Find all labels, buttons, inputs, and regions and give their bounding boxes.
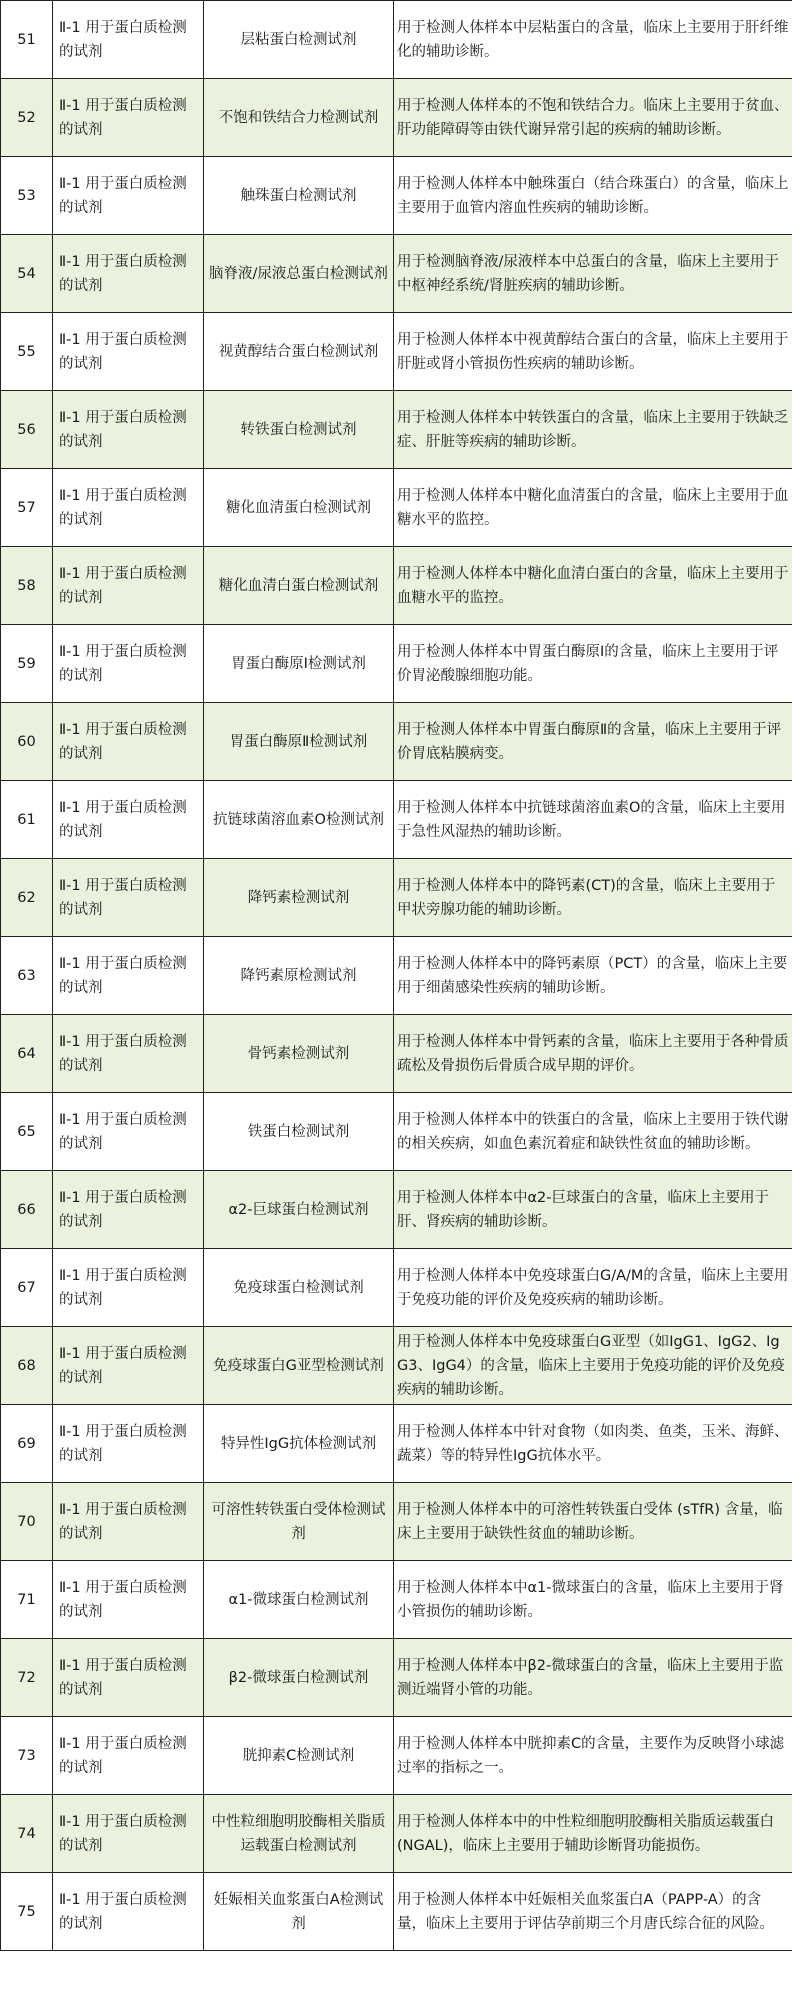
table-row [1, 1561, 792, 1639]
reagent-name-cell: α1-微球蛋白检测试剂 [204, 1561, 394, 1639]
category-cell: Ⅱ-1 用于蛋白质检测的试剂 [53, 1717, 204, 1795]
description-cell: 用于检测人体样本中的铁蛋白的含量，临床上主要用于铁代谢的相关疾病，如血色素沉着症和缺铁性贫血的辅助诊断。 [394, 1093, 792, 1171]
reagent-name-cell: 免疫球蛋白检测试剂 [204, 1249, 394, 1327]
description-cell: 用于检测人体样本中α1-微球蛋白的含量，临床上主要用于肾小管损伤的辅助诊断。 [394, 1561, 792, 1639]
category-cell: Ⅱ-1 用于蛋白质检测的试剂 [53, 937, 204, 1015]
reagent-table-body [1, 1, 792, 1951]
category-cell: Ⅱ-1 用于蛋白质检测的试剂 [53, 1873, 204, 1951]
reagent-name-cell: 骨钙素检测试剂 [204, 1015, 394, 1093]
reagent-name-cell: 视黄醇结合蛋白检测试剂 [204, 313, 394, 391]
row-number-cell: 65 [1, 1093, 53, 1171]
description-cell: 用于检测人体样本中抗链球菌溶血素O的含量，临床上主要用于急性风湿热的辅助诊断。 [394, 781, 792, 859]
table-row [1, 391, 792, 469]
category-cell: Ⅱ-1 用于蛋白质检测的试剂 [53, 79, 204, 157]
category-cell: Ⅱ-1 用于蛋白质检测的试剂 [53, 1171, 204, 1249]
reagent-name-cell: 中性粒细胞明胶酶相关脂质运载蛋白检测试剂 [204, 1795, 394, 1873]
table-row [1, 469, 792, 547]
table-row [1, 547, 792, 625]
table-row [1, 1873, 792, 1951]
row-number-cell: 68 [1, 1327, 53, 1405]
reagent-name-cell: 胃蛋白酶原Ⅰ检测试剂 [204, 625, 394, 703]
row-number-cell: 59 [1, 625, 53, 703]
row-number-cell: 55 [1, 313, 53, 391]
row-number-cell: 51 [1, 1, 53, 79]
reagent-name-cell: 免疫球蛋白G亚型检测试剂 [204, 1327, 394, 1405]
description-cell: 用于检测人体样本中免疫球蛋白G亚型（如IgG1、IgG2、IgG3、IgG4）的含量，临床上主要用于免疫功能的评价及免疫疾病的辅助诊断。 [394, 1327, 792, 1405]
table-row [1, 1717, 792, 1795]
row-number-cell: 63 [1, 937, 53, 1015]
description-cell: 用于检测人体样本中糖化血清蛋白的含量，临床上主要用于血糖水平的监控。 [394, 469, 792, 547]
description-cell: 用于检测人体样本中的降钙素(CT)的含量，临床上主要用于甲状旁腺功能的辅助诊断。 [394, 859, 792, 937]
category-cell: Ⅱ-1 用于蛋白质检测的试剂 [53, 1015, 204, 1093]
table-row [1, 781, 792, 859]
category-cell: Ⅱ-1 用于蛋白质检测的试剂 [53, 469, 204, 547]
reagent-name-cell: α2-巨球蛋白检测试剂 [204, 1171, 394, 1249]
table-row [1, 1171, 792, 1249]
row-number-cell: 70 [1, 1483, 53, 1561]
category-cell: Ⅱ-1 用于蛋白质检测的试剂 [53, 313, 204, 391]
description-cell: 用于检测人体样本中胱抑素C的含量，主要作为反映肾小球滤过率的指标之一。 [394, 1717, 792, 1795]
description-cell: 用于检测脑脊液/尿液样本中总蛋白的含量，临床上主要用于中枢神经系统/肾脏疾病的辅助诊断。 [394, 235, 792, 313]
table-row [1, 703, 792, 781]
description-cell: 用于检测人体样本中妊娠相关血浆蛋白A（PAPP-A）的含量，临床上主要用于评估孕前期三个月唐氏综合征的风险。 [394, 1873, 792, 1951]
reagent-name-cell: 降钙素检测试剂 [204, 859, 394, 937]
description-cell: 用于检测人体样本中α2-巨球蛋白的含量，临床上主要用于肝、肾疾病的辅助诊断。 [394, 1171, 792, 1249]
description-cell: 用于检测人体样本中胃蛋白酶原Ⅱ的含量，临床上主要用于评价胃底粘膜病变。 [394, 703, 792, 781]
table-row [1, 1, 792, 79]
reagent-name-cell: 降钙素原检测试剂 [204, 937, 394, 1015]
table-row [1, 937, 792, 1015]
category-cell: Ⅱ-1 用于蛋白质检测的试剂 [53, 1093, 204, 1171]
table-row [1, 1795, 792, 1873]
row-number-cell: 73 [1, 1717, 53, 1795]
reagent-name-cell: 不饱和铁结合力检测试剂 [204, 79, 394, 157]
table-row [1, 79, 792, 157]
row-number-cell: 57 [1, 469, 53, 547]
category-cell: Ⅱ-1 用于蛋白质检测的试剂 [53, 235, 204, 313]
category-cell: Ⅱ-1 用于蛋白质检测的试剂 [53, 859, 204, 937]
description-cell: 用于检测人体样本中胃蛋白酶原Ⅰ的含量，临床上主要用于评价胃泌酸腺细胞功能。 [394, 625, 792, 703]
table-row [1, 157, 792, 235]
reagent-name-cell: 糖化血清蛋白检测试剂 [204, 469, 394, 547]
reagent-name-cell: 触珠蛋白检测试剂 [204, 157, 394, 235]
description-cell: 用于检测人体样本中免疫球蛋白G/A/M的含量，临床上主要用于免疫功能的评价及免疫疾病的辅助诊断。 [394, 1249, 792, 1327]
row-number-cell: 75 [1, 1873, 53, 1951]
category-cell: Ⅱ-1 用于蛋白质检测的试剂 [53, 781, 204, 859]
reagent-name-cell: 脑脊液/尿液总蛋白检测试剂 [204, 235, 394, 313]
category-cell: Ⅱ-1 用于蛋白质检测的试剂 [53, 1327, 204, 1405]
category-cell: Ⅱ-1 用于蛋白质检测的试剂 [53, 1561, 204, 1639]
table-row [1, 625, 792, 703]
description-cell: 用于检测人体样本中的降钙素原（PCT）的含量，临床上主要用于细菌感染性疾病的辅助诊断。 [394, 937, 792, 1015]
reagent-name-cell: 妊娠相关血浆蛋白A检测试剂 [204, 1873, 394, 1951]
reagent-name-cell: 糖化血清白蛋白检测试剂 [204, 547, 394, 625]
row-number-cell: 74 [1, 1795, 53, 1873]
table-row [1, 235, 792, 313]
row-number-cell: 58 [1, 547, 53, 625]
description-cell: 用于检测人体样本中糖化血清白蛋白的含量，临床上主要用于血糖水平的监控。 [394, 547, 792, 625]
table-row [1, 1405, 792, 1483]
description-cell: 用于检测人体样本中的中性粒细胞明胶酶相关脂质运载蛋白(NGAL)，临床上主要用于辅助诊断肾功能损伤。 [394, 1795, 792, 1873]
category-cell: Ⅱ-1 用于蛋白质检测的试剂 [53, 391, 204, 469]
category-cell: Ⅱ-1 用于蛋白质检测的试剂 [53, 547, 204, 625]
table-row [1, 1639, 792, 1717]
reagent-name-cell: 抗链球菌溶血素O检测试剂 [204, 781, 394, 859]
category-cell: Ⅱ-1 用于蛋白质检测的试剂 [53, 1483, 204, 1561]
row-number-cell: 52 [1, 79, 53, 157]
row-number-cell: 60 [1, 703, 53, 781]
table-row [1, 1249, 792, 1327]
row-number-cell: 54 [1, 235, 53, 313]
table-row [1, 859, 792, 937]
table-row [1, 1483, 792, 1561]
category-cell: Ⅱ-1 用于蛋白质检测的试剂 [53, 1639, 204, 1717]
row-number-cell: 71 [1, 1561, 53, 1639]
reagent-name-cell: 层粘蛋白检测试剂 [204, 1, 394, 79]
table-row [1, 1093, 792, 1171]
reagent-name-cell: 转铁蛋白检测试剂 [204, 391, 394, 469]
description-cell: 用于检测人体样本的不饱和铁结合力。临床上主要用于贫血、肝功能障碍等由铁代谢异常引起的疾病的辅助诊断。 [394, 79, 792, 157]
row-number-cell: 53 [1, 157, 53, 235]
description-cell: 用于检测人体样本中β2-微球蛋白的含量，临床上主要用于监测近端肾小管的功能。 [394, 1639, 792, 1717]
reagent-name-cell: 铁蛋白检测试剂 [204, 1093, 394, 1171]
description-cell: 用于检测人体样本中骨钙素的含量，临床上主要用于各种骨质疏松及骨损伤后骨质合成早期的评价。 [394, 1015, 792, 1093]
category-cell: Ⅱ-1 用于蛋白质检测的试剂 [53, 157, 204, 235]
row-number-cell: 66 [1, 1171, 53, 1249]
table-row [1, 1327, 792, 1405]
category-cell: Ⅱ-1 用于蛋白质检测的试剂 [53, 1795, 204, 1873]
description-cell: 用于检测人体样本中针对食物（如肉类、鱼类，玉米、海鲜、蔬菜）等的特异性IgG抗体水平。 [394, 1405, 792, 1483]
row-number-cell: 72 [1, 1639, 53, 1717]
row-number-cell: 61 [1, 781, 53, 859]
description-cell: 用于检测人体样本中触珠蛋白（结合珠蛋白）的含量，临床上主要用于血管内溶血性疾病的辅助诊断。 [394, 157, 792, 235]
reagent-name-cell: 特异性IgG抗体检测试剂 [204, 1405, 394, 1483]
category-cell: Ⅱ-1 用于蛋白质检测的试剂 [53, 1, 204, 79]
reagent-name-cell: β2-微球蛋白检测试剂 [204, 1639, 394, 1717]
description-cell: 用于检测人体样本中转铁蛋白的含量，临床上主要用于铁缺乏症、肝脏等疾病的辅助诊断。 [394, 391, 792, 469]
row-number-cell: 69 [1, 1405, 53, 1483]
row-number-cell: 56 [1, 391, 53, 469]
row-number-cell: 62 [1, 859, 53, 937]
description-cell: 用于检测人体样本中视黄醇结合蛋白的含量，临床上主要用于肝脏或肾小管损伤性疾病的辅助诊断。 [394, 313, 792, 391]
category-cell: Ⅱ-1 用于蛋白质检测的试剂 [53, 625, 204, 703]
table-row [1, 313, 792, 391]
row-number-cell: 67 [1, 1249, 53, 1327]
reagent-name-cell: 胱抑素C检测试剂 [204, 1717, 394, 1795]
description-cell: 用于检测人体样本中层粘蛋白的含量，临床上主要用于肝纤维化的辅助诊断。 [394, 1, 792, 79]
category-cell: Ⅱ-1 用于蛋白质检测的试剂 [53, 1405, 204, 1483]
reagent-name-cell: 可溶性转铁蛋白受体检测试剂 [204, 1483, 394, 1561]
table-row [1, 1015, 792, 1093]
row-number-cell: 64 [1, 1015, 53, 1093]
reagent-name-cell: 胃蛋白酶原Ⅱ检测试剂 [204, 703, 394, 781]
category-cell: Ⅱ-1 用于蛋白质检测的试剂 [53, 1249, 204, 1327]
category-cell: Ⅱ-1 用于蛋白质检测的试剂 [53, 703, 204, 781]
description-cell: 用于检测人体样本中的可溶性转铁蛋白受体 (sTfR) 含量，临床上主要用于缺铁性贫血的辅助诊断。 [394, 1483, 792, 1561]
